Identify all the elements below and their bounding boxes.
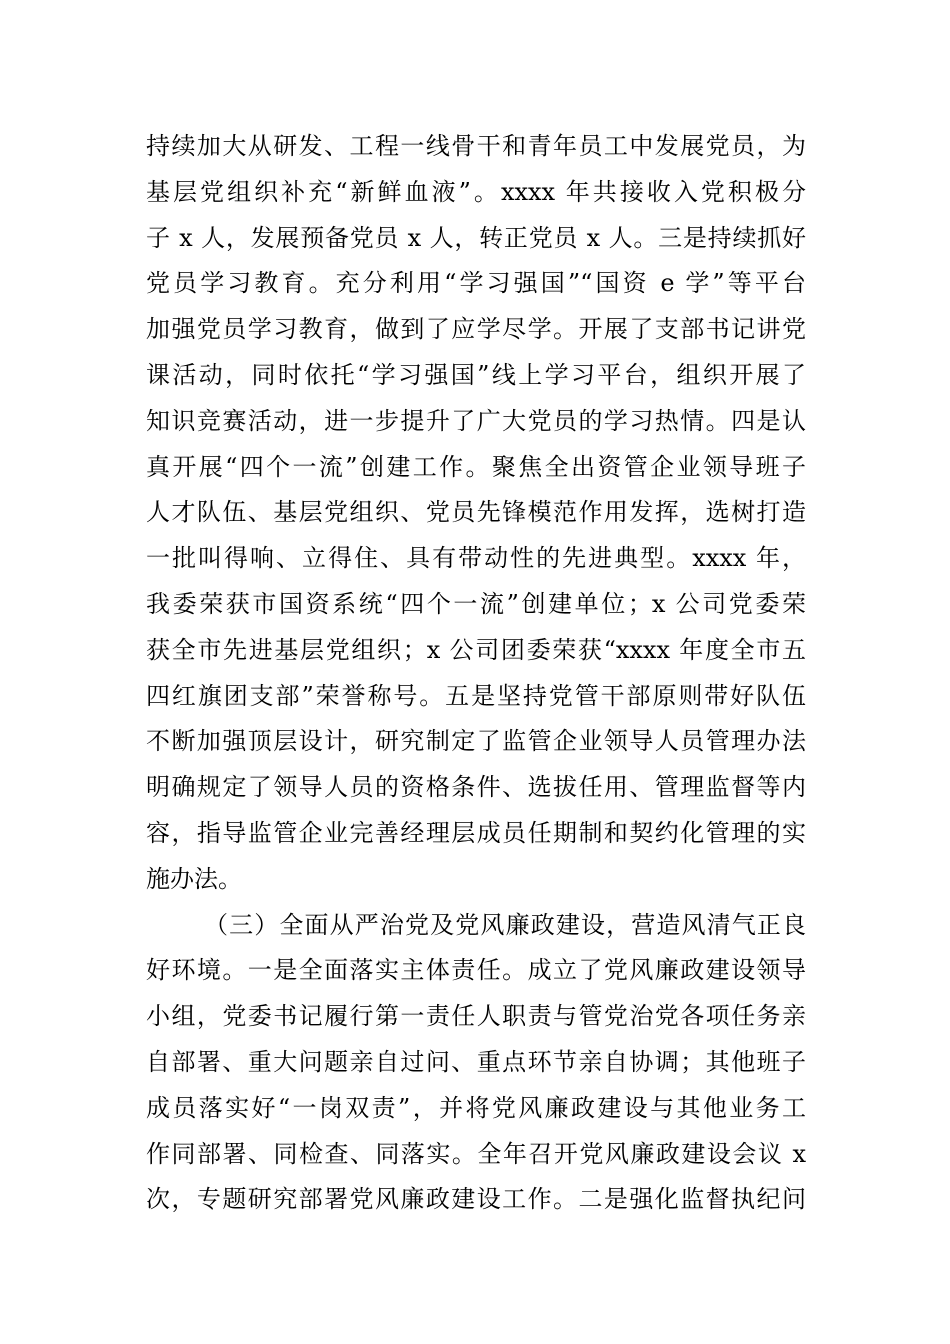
body-text — [146, 124, 806, 1223]
text-line: 自部署、重大问题亲自过问、重点环节亲自协调；其他班子 — [146, 1047, 806, 1076]
text-line: 成员落实好“一岗双责”，并将党风廉政建设与其他业务工 — [146, 1093, 806, 1122]
text-line-paragraph-end: 施办法。 — [146, 864, 242, 893]
text-line: 基层党组织补充“新鲜血液”。xxxx 年共接收入党积极分 — [146, 177, 806, 206]
text-line: 获全市先进基层党组织；x 公司团委荣获“xxxx 年度全市五 — [146, 635, 806, 664]
text-line: 真开展“四个一流”创建工作。聚焦全出资管企业领导班子 — [146, 452, 806, 481]
text-line: 好环境。一是全面落实主体责任。成立了党风廉政建设领导 — [146, 956, 806, 985]
text-line: 子 x 人，发展预备党员 x 人，转正党员 x 人。三是持续抓好 — [146, 223, 806, 252]
text-line: 一批叫得响、立得住、具有带动性的先进典型。xxxx 年， — [146, 544, 806, 573]
text-line: 次，专题研究部署党风廉政建设工作。二是强化监督执纪问 — [146, 1185, 806, 1214]
text-line: 我委荣获市国资系统“四个一流”创建单位；x 公司党委荣 — [146, 589, 806, 618]
text-line: 人才队伍、基层党组织、党员先锋模范作用发挥，选树打造 — [146, 498, 806, 527]
text-line: 明确规定了领导人员的资格条件、选拔任用、管理监督等内 — [146, 773, 806, 802]
text-line: 四红旗团支部”荣誉称号。五是坚持党管干部原则带好队伍 — [146, 681, 806, 710]
text-line: 小组，党委书记履行第一责任人职责与管党治党各项任务亲 — [146, 1002, 806, 1031]
text-line: 持续加大从研发、工程一线骨干和青年员工中发展党员，为 — [146, 132, 806, 160]
text-line: 不断加强顶层设计，研究制定了监管企业领导人员管理办法 — [146, 727, 806, 756]
text-line: 知识竞赛活动，进一步提升了广大党员的学习热情。四是认 — [146, 406, 806, 435]
text-line: 容，指导监管企业完善经理层成员任期制和契约化管理的实 — [146, 818, 806, 847]
text-line: 加强党员学习教育，做到了应学尽学。开展了支部书记讲党 — [146, 315, 806, 344]
text-line: 课活动，同时依托“学习强国”线上学习平台，组织开展了 — [146, 360, 806, 389]
text-line-paragraph-start: （三）全面从严治党及党风廉政建设，营造风清气正良 — [204, 910, 806, 939]
text-line: 党员学习教育。充分利用“学习强国”“国资 e 学”等平台 — [146, 269, 806, 298]
text-line: 作同部署、同检查、同落实。全年召开党风廉政建设会议 x — [146, 1139, 806, 1168]
